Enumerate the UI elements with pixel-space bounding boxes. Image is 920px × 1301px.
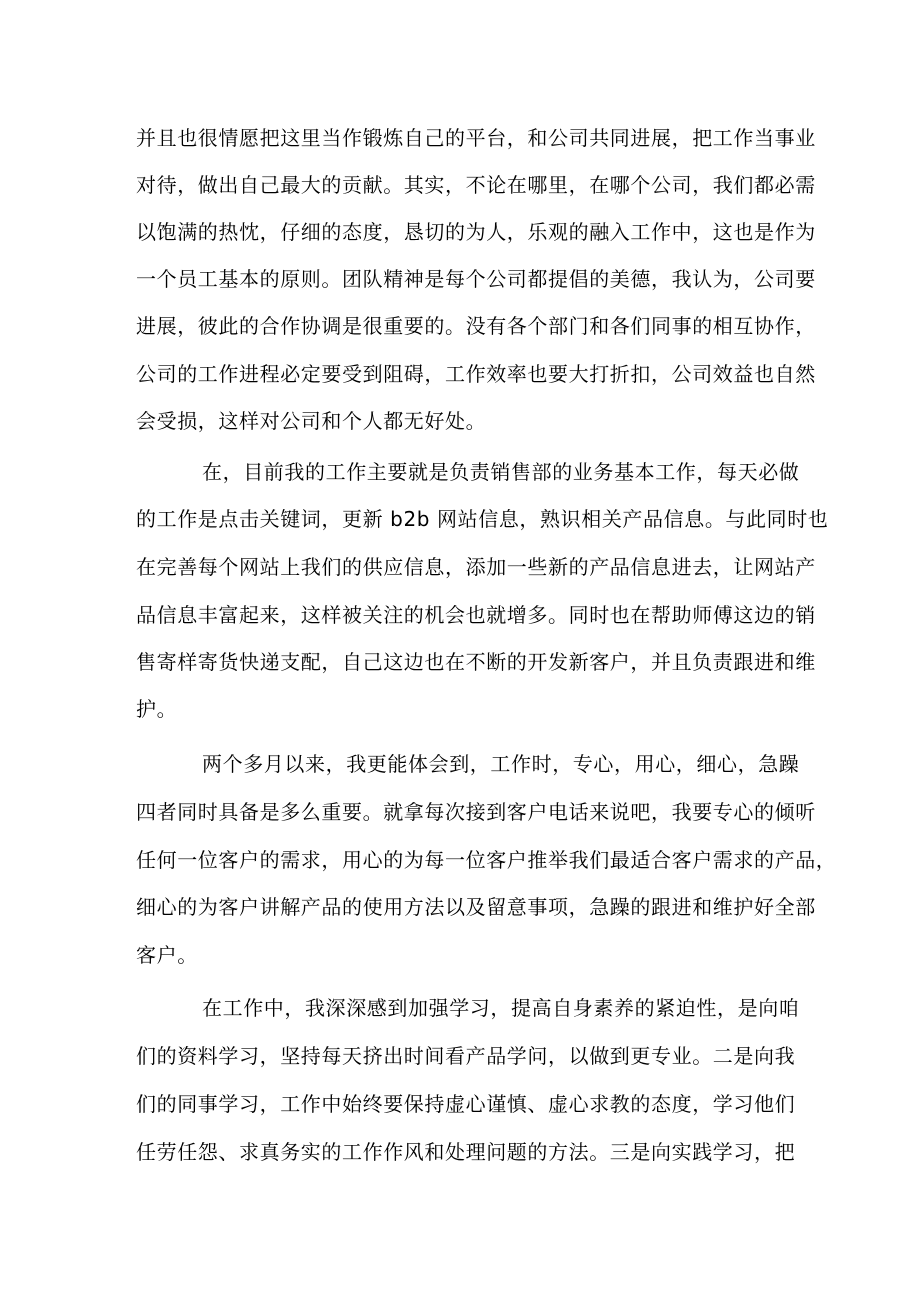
text-line: 们的同事学习，工作中始终要保持虚心谨慎、虚心求教的态度，学习他们 (136, 1092, 796, 1116)
text-line: 进展，彼此的合作协调是很重要的。没有各个部门和各们同事的相互协作， (136, 314, 816, 338)
text-line: 售寄样寄货快递支配，自己这边也在不断的开发新客户，并且负责跟进和维 (136, 650, 816, 674)
text-line: 在工作中，我深深感到加强学习，提高自身素养的紧迫性，是向咱 (202, 996, 800, 1020)
text-line: 四者同时具备是多么重要。就拿每次接到客户电话来说吧，我要专心的倾听 (136, 800, 816, 824)
text-line: 以饱满的热忱，仔细的态度，恳切的为人，乐观的融入工作中，这也是作为 (136, 220, 816, 244)
text-line: 会受损，这样对公司和个人都无好处。 (136, 409, 487, 433)
text-line: 在完善每个网站上我们的供应信息，添加一些新的产品信息进去，让网站产 (136, 555, 816, 579)
text-line: 的工作是点击关键词，更新 b2b 网站信息，熟识相关产品信息。与此同时也 (136, 507, 829, 531)
text-line: 在，目前我的工作主要就是负责销售部的业务基本工作，每天必做 (202, 460, 800, 484)
text-line: 公司的工作进程必定要受到阻碍，工作效率也要大打折扣，公司效益也自然 (136, 362, 816, 386)
text-line: 任何一位客户的需求，用心的为每一位客户推举我们最适合客户需求的产品， (136, 848, 837, 872)
text-line: 品信息丰富起来，这样被关注的机会也就增多。同时也在帮助师傅这边的销 (136, 603, 816, 627)
text-line: 任劳任怨、求真务实的工作作风和处理问题的方法。三是向实践学习，把 (136, 1140, 796, 1164)
text-line: 护。 (136, 697, 178, 721)
text-line: 客户。 (136, 943, 198, 967)
text-line: 细心的为客户讲解产品的使用方法以及留意事项，急躁的跟进和维护好全部 (136, 895, 816, 919)
text-line: 对待，做出自己最大的贡献。其实，不论在哪里，在哪个公司，我们都必需 (136, 173, 816, 197)
text-line: 一个员工基本的原则。团队精神是每个公司都提倡的美德，我认为，公司要 (136, 267, 816, 291)
text-line: 并且也很情愿把这里当作锻炼自己的平台，和公司共同进展，把工作当事业 (136, 126, 816, 150)
text-line: 两个多月以来，我更能体会到，工作时，专心，用心，细心，急躁 (202, 752, 800, 776)
text-line: 们的资料学习，坚持每天挤出时间看产品学问，以做到更专业。二是向我 (136, 1044, 796, 1068)
